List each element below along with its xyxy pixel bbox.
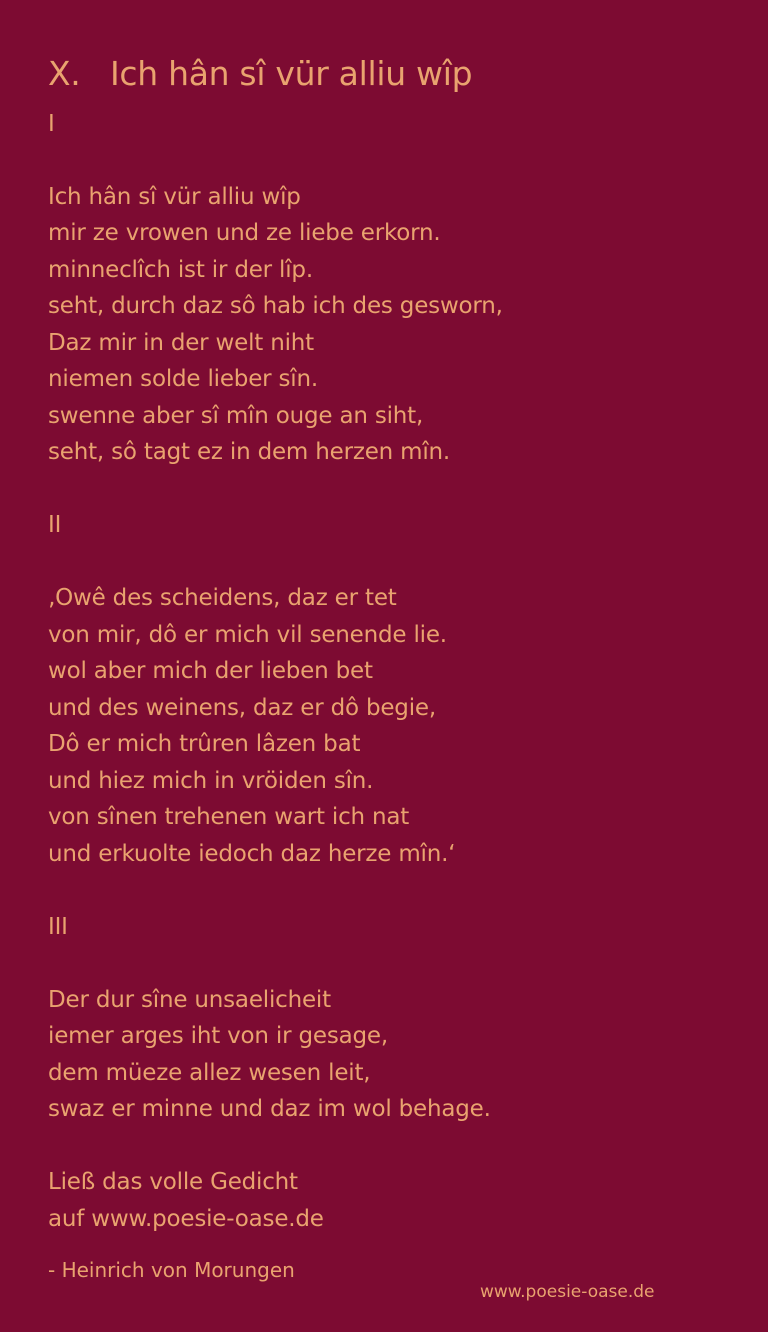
poem-line: wol aber mich der lieben bet (48, 658, 373, 684)
poem-line: von sînen trehenen wart ich nat (48, 804, 410, 830)
poem-title-text: Ich hân sî vür alliu wîp (110, 54, 473, 93)
poem-line: von mir, dô er mich vil senende lie. (48, 622, 447, 648)
poem-line: swaz er minne und daz im wol behage. (48, 1096, 491, 1122)
poem-line: minneclîch ist ir der lîp. (48, 257, 313, 283)
poem-line: und erkuolte iedoch daz herze mîn.‘ (48, 841, 456, 867)
poem-line: iemer arges iht von ir gesage, (48, 1023, 388, 1049)
poem-number: X. (48, 54, 81, 93)
stanza-label: III (48, 914, 68, 940)
poem-line: seht, sô tagt ez in dem herzen mîn. (48, 439, 451, 465)
poem-line: Dô er mich trûren lâzen bat (48, 731, 361, 757)
poem-line: und hiez mich in vröiden sîn. (48, 768, 374, 794)
poem-line: swenne aber sî mîn ouge an siht, (48, 403, 424, 429)
poem-line: Der dur sîne unsaelicheit (48, 987, 331, 1013)
poem-line: mir ze vrowen und ze liebe erkorn. (48, 220, 441, 246)
poem-line: seht, durch daz sô hab ich des gesworn, (48, 293, 503, 319)
cta-line: Ließ das volle Gedicht (48, 1169, 298, 1195)
stanza-label: I (48, 111, 55, 137)
poem-line: ‚Owê des scheidens, daz er tet (48, 585, 397, 611)
poem-line: niemen solde lieber sîn. (48, 366, 318, 392)
poem-title (48, 52, 472, 96)
stanza-label: II (48, 512, 62, 538)
poem-line: Ich hân sî vür alliu wîp (48, 184, 301, 210)
cta-line: auf www.poesie-oase.de (48, 1206, 324, 1232)
poem-line: Daz mir in der welt niht (48, 330, 314, 356)
site-watermark: www.poesie-oase.de (480, 1282, 655, 1302)
poem-line: und des weinens, daz er dô begie, (48, 695, 436, 721)
author-credit: - Heinrich von Morungen (48, 1258, 295, 1282)
poem-line: dem müeze allez wesen leit, (48, 1060, 371, 1086)
